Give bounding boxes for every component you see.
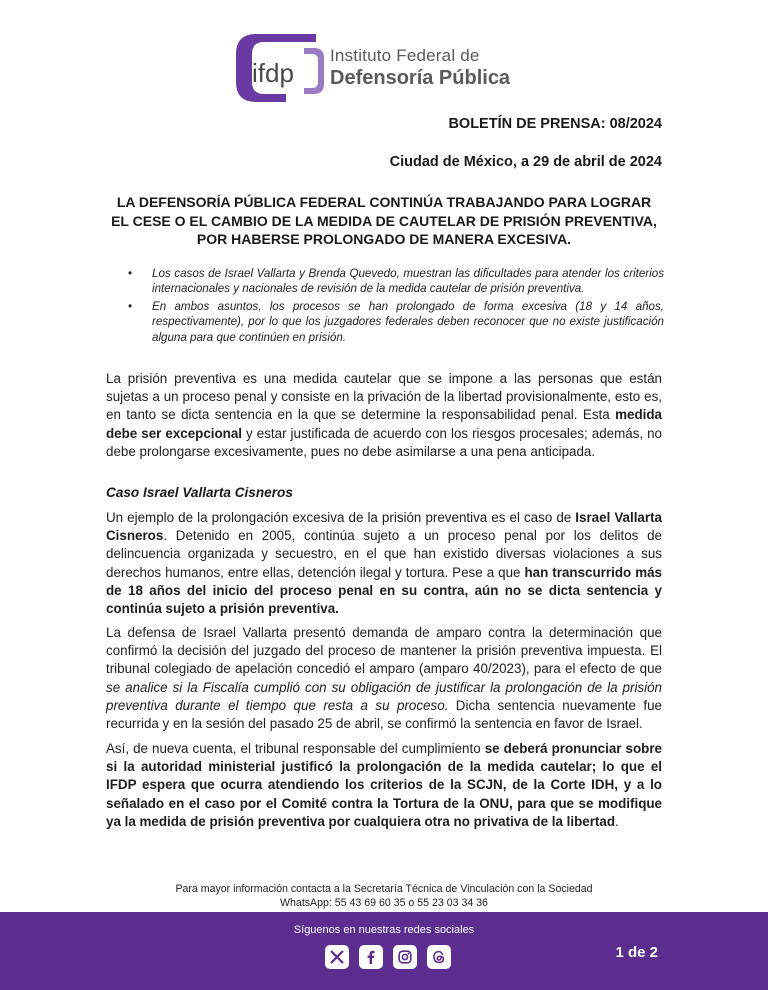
bulletin-number: BOLETÍN DE PRENSA: 08/2024 [448, 116, 662, 132]
svg-text:ifdp: ifdp [252, 58, 294, 88]
logo-text [330, 46, 510, 90]
text-span: y estar justificada de acuerdo con los riesgos procesales; además, no debe prolongarse excesivamente, pues no debe asimilarse a una pena anticipada. [106, 425, 663, 459]
paragraph-case [106, 509, 662, 618]
case-title: Caso Israel Vallarta Cisneros [106, 485, 293, 500]
instagram-icon[interactable] [393, 945, 417, 969]
logo-line-2: Defensoría Pública [330, 67, 511, 89]
list-item: • En ambos asuntos, los procesos se han prolongado de forma excesiva (18 y 14 años, respectivamente), por lo que los juzgadores federales deben reconocer que no existe justificación alguna para que continúen en prisión. [128, 299, 664, 344]
date-line: Ciudad de México, a 29 de abril de 2024 [389, 154, 662, 170]
text-span: Un ejemplo de la prolongación excesiva de la prisión preventiva es el caso de [106, 510, 576, 525]
text-span: Dicha sentencia nuevamente fue recurrida y en la sesión del pasado 25 de abril, se confirmó la sentencia en favor de Israel. [106, 697, 662, 732]
bold-span: se deberá pronunciar sobre si la autoridad ministerial justificó la prolongación de la medida cautelar; lo que el IFDP espera que ocurra atendiendo los criterios de la SCJN, de la Corte IDH, y a lo señalado en el caso por el Comité contra la Tortura de la ONU, para que se modifique ya la medida de prisión preventiva por cualquiera otra no privativa de la libertad [106, 741, 662, 829]
x-icon[interactable] [325, 945, 349, 969]
paragraph-amparo [106, 624, 662, 733]
social-label: Síguenos en nuestras redes sociales [293, 924, 475, 936]
bullet-text: En ambos asuntos, los procesos se han prolongado de forma excesiva (18 y 14 años, respectivamente), por lo que los juzgadores federales deben reconocer que no existe justificación alguna para que continúen en prisión. [152, 299, 664, 344]
contact-line: Para mayor información contacta a la Secretaría Técnica de Vinculación con la Sociedad [175, 883, 593, 895]
paragraph-conclusion [106, 740, 662, 831]
text-span: La prisión preventiva es una medida cautelar que se impone a las personas que están sujetas a un proceso penal y consiste en la privación de la libertad provisionalmente, esto es, en tanto se dicta sentencia en la que se determine la responsabilidad penal. Esta [106, 371, 662, 423]
paragraph-intro [106, 370, 662, 461]
bullet-text: Los casos de Israel Vallarta y Brenda Quevedo, muestran las dificultades para atender los criterios internacionales y nacionales de revisión de la medida cautelar de prisión preventiva. [152, 267, 664, 296]
bold-span: han transcurrido más de 18 años del inicio del proceso penal en su contra, aún no se dicta sentencia y continúa sujeto a prisión preventiva. [106, 564, 662, 617]
headline: LA DEFENSORÍA PÚBLICA FEDERAL CONTINÚA TRABAJANDO PARA LOGRAR EL CESE O EL CAMBIO DE LA MEDIDA DE CAUTELAR DE PRISIÓN PREVENTIVA, POR HABERSE PROLONGADO DE MANERA EXCESIVA. [111, 194, 657, 247]
bold-span: medida debe ser excepcional [106, 407, 662, 441]
page-number: 1 de 2 [615, 944, 658, 961]
social-icons [325, 945, 451, 969]
bullet-list [124, 266, 664, 347]
bold-span: Israel Vallarta Cisneros [106, 510, 662, 544]
logo-line-1: Instituto Federal de [330, 46, 480, 65]
text-span: . [615, 813, 619, 829]
whatsapp-line: WhatsApp: 55 43 69 60 35 o 55 23 03 34 36 [280, 897, 488, 909]
italic-span: se analice si la Fiscalía cumplió con su obligación de justificar la prolongación de la prisión preventiva durante el tiempo que resta a su proceso. [106, 679, 662, 713]
list-item: • Los casos de Israel Vallarta y Brenda Quevedo, muestran las dificultades para atender los criterios internacionales y nacionales de revisión de la medida cautelar de prisión preventiva. [128, 267, 664, 296]
threads-icon[interactable] [427, 945, 451, 969]
text-span: Así, de nueva cuenta, el tribunal responsable del cumplimiento [106, 741, 485, 756]
text-span: . Detenido en 2005, continúa sujeto a un proceso penal por los delitos de delincuencia organizada y secuestro, en el que han existido diversas violaciones a sus derechos humanos, entre ellas, detención ilegal y tortura. Pese a que [106, 528, 662, 580]
text-span: La defensa de Israel Vallarta presentó demanda de amparo contra la determinación que confirmó la decisión del juzgado del proceso de mantener la prisión preventiva impuesta. El tribunal colegiado de apelación concedió el amparo (amparo 40/2023), para el efecto de que [106, 625, 662, 677]
facebook-icon[interactable] [359, 945, 383, 969]
